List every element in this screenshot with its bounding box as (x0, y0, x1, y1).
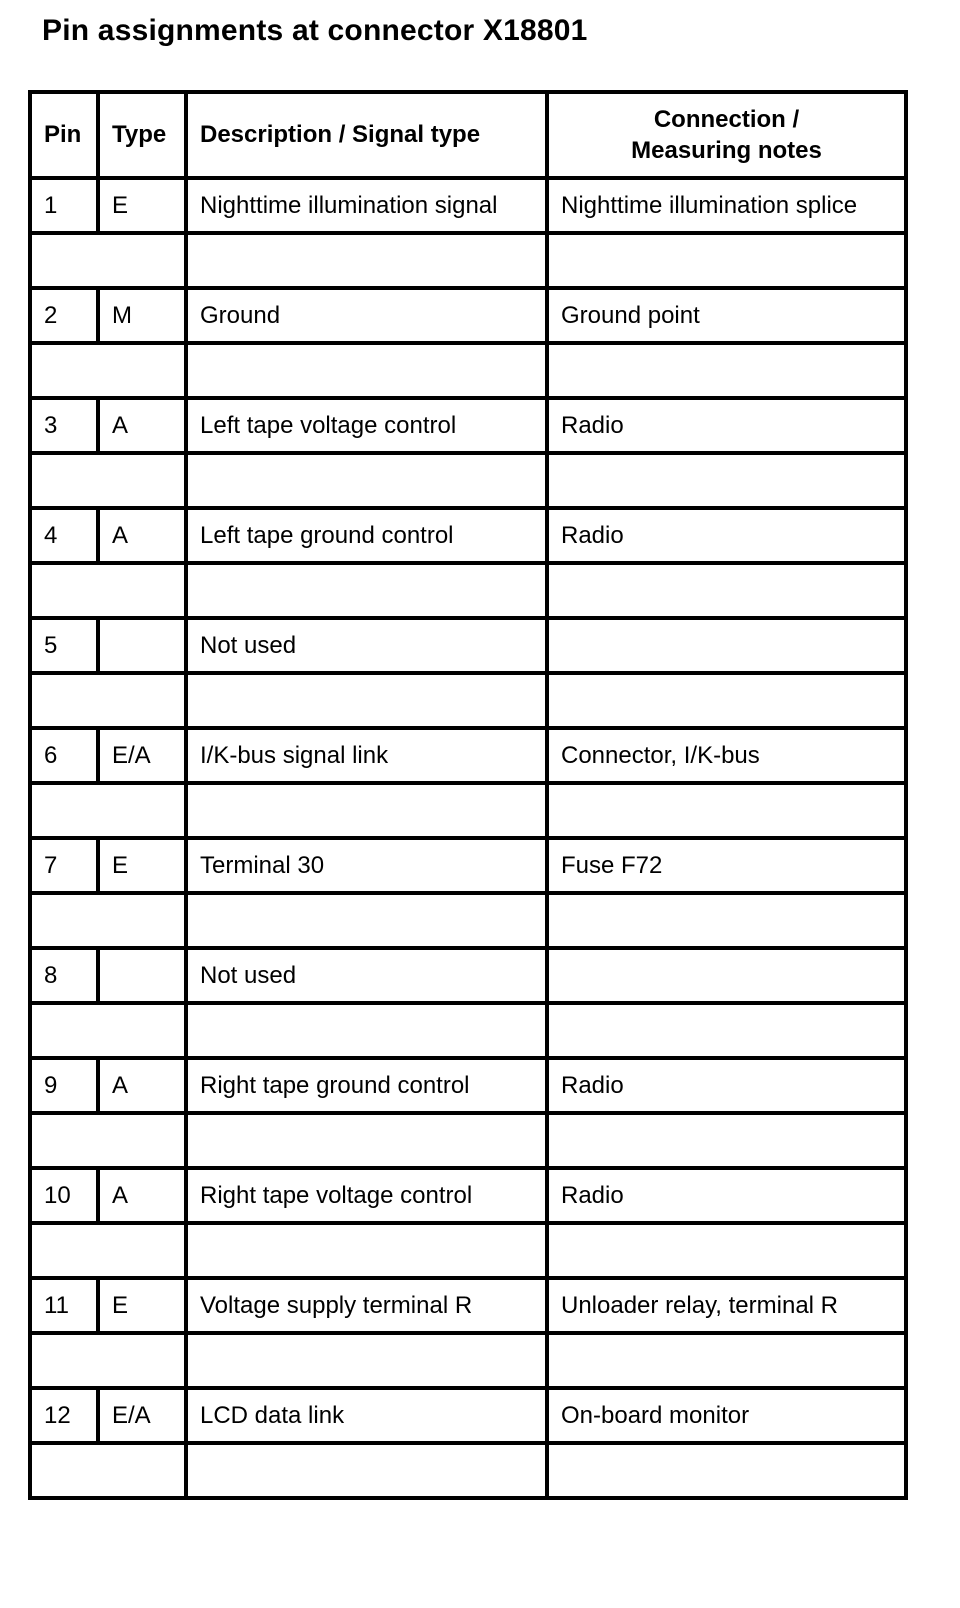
spacer-cell (547, 673, 906, 728)
spacer-row (30, 893, 906, 948)
cell-description: Left tape ground control (186, 508, 547, 563)
cell-description: Not used (186, 948, 547, 1003)
header-type: Type (98, 92, 186, 178)
table-row (30, 178, 906, 233)
cell-description: I/K-bus signal link (186, 728, 547, 783)
cell-pin: 6 (30, 728, 98, 783)
pin-assignment-table (28, 90, 908, 1500)
spacer-cell (30, 453, 186, 508)
cell-pin: 9 (30, 1058, 98, 1113)
spacer-cell (30, 343, 186, 398)
spacer-row (30, 343, 906, 398)
cell-type (98, 948, 186, 1003)
cell-pin: 7 (30, 838, 98, 893)
cell-description: Right tape ground control (186, 1058, 547, 1113)
cell-connection: On-board monitor (547, 1388, 906, 1443)
cell-pin: 3 (30, 398, 98, 453)
spacer-cell (30, 783, 186, 838)
spacer-row (30, 1443, 906, 1498)
cell-description: Left tape voltage control (186, 398, 547, 453)
spacer-row (30, 233, 906, 288)
cell-description: Ground (186, 288, 547, 343)
table-row (30, 728, 906, 783)
cell-connection: Radio (547, 398, 906, 453)
spacer-cell (30, 1003, 186, 1058)
table-row (30, 1388, 906, 1443)
cell-connection (547, 618, 906, 673)
cell-type (98, 618, 186, 673)
cell-description: Terminal 30 (186, 838, 547, 893)
header-connection-line1: Connection / (653, 106, 800, 133)
cell-type: E/A (98, 1388, 186, 1443)
spacer-cell (186, 453, 547, 508)
spacer-row (30, 1113, 906, 1168)
table-row (30, 398, 906, 453)
cell-connection: Fuse F72 (547, 838, 906, 893)
spacer-cell (30, 1333, 186, 1388)
page-title: Pin assignments at connector X18801 (42, 14, 588, 47)
spacer-cell (30, 893, 186, 948)
cell-connection (547, 948, 906, 1003)
table-header-row (30, 92, 906, 178)
spacer-cell (30, 1223, 186, 1278)
spacer-cell (30, 233, 186, 288)
cell-type: E (98, 178, 186, 233)
header-connection (547, 92, 906, 178)
cell-type: M (98, 288, 186, 343)
spacer-cell (186, 673, 547, 728)
cell-type: A (98, 1058, 186, 1113)
cell-pin: 1 (30, 178, 98, 233)
spacer-cell (30, 1443, 186, 1498)
spacer-cell (547, 893, 906, 948)
spacer-cell (186, 1113, 547, 1168)
spacer-cell (186, 783, 547, 838)
cell-description: Right tape voltage control (186, 1168, 547, 1223)
spacer-cell (547, 1003, 906, 1058)
cell-type: A (98, 1168, 186, 1223)
spacer-cell (30, 1113, 186, 1168)
spacer-row (30, 1223, 906, 1278)
spacer-cell (547, 1223, 906, 1278)
spacer-cell (186, 1003, 547, 1058)
cell-connection: Unloader relay, terminal R (547, 1278, 906, 1333)
spacer-row (30, 783, 906, 838)
cell-type: A (98, 398, 186, 453)
cell-connection: Radio (547, 508, 906, 563)
header-connection-line2: Measuring notes (631, 137, 822, 164)
cell-description: Not used (186, 618, 547, 673)
spacer-cell (186, 1223, 547, 1278)
spacer-cell (186, 563, 547, 618)
spacer-cell (547, 563, 906, 618)
spacer-cell (547, 233, 906, 288)
cell-connection: Radio (547, 1058, 906, 1113)
spacer-cell (547, 343, 906, 398)
cell-description: Nighttime illumination signal (186, 178, 547, 233)
cell-pin: 8 (30, 948, 98, 1003)
spacer-cell (186, 233, 547, 288)
table-row (30, 618, 906, 673)
spacer-cell (186, 1333, 547, 1388)
cell-connection: Ground point (547, 288, 906, 343)
table-row (30, 1278, 906, 1333)
table-row (30, 1058, 906, 1113)
cell-type: E (98, 1278, 186, 1333)
table-row (30, 838, 906, 893)
cell-pin: 11 (30, 1278, 98, 1333)
table-row (30, 1168, 906, 1223)
table-row (30, 288, 906, 343)
cell-type: E/A (98, 728, 186, 783)
header-description: Description / Signal type (186, 92, 547, 178)
spacer-cell (186, 893, 547, 948)
spacer-cell (547, 1333, 906, 1388)
spacer-row (30, 1003, 906, 1058)
spacer-row (30, 673, 906, 728)
cell-connection: Nighttime illumination splice (547, 178, 906, 233)
spacer-row (30, 1333, 906, 1388)
spacer-cell (186, 1443, 547, 1498)
spacer-cell (30, 563, 186, 618)
header-pin: Pin (30, 92, 98, 178)
spacer-row (30, 563, 906, 618)
cell-connection: Connector, I/K-bus (547, 728, 906, 783)
cell-pin: 5 (30, 618, 98, 673)
cell-connection: Radio (547, 1168, 906, 1223)
cell-description: LCD data link (186, 1388, 547, 1443)
spacer-cell (547, 1443, 906, 1498)
table-body (30, 178, 906, 1498)
spacer-cell (547, 453, 906, 508)
spacer-row (30, 453, 906, 508)
table-row (30, 948, 906, 1003)
spacer-cell (547, 783, 906, 838)
cell-pin: 12 (30, 1388, 98, 1443)
table-row (30, 508, 906, 563)
cell-pin: 2 (30, 288, 98, 343)
spacer-cell (186, 343, 547, 398)
spacer-cell (547, 1113, 906, 1168)
cell-pin: 4 (30, 508, 98, 563)
cell-pin: 10 (30, 1168, 98, 1223)
cell-description: Voltage supply terminal R (186, 1278, 547, 1333)
cell-type: E (98, 838, 186, 893)
cell-type: A (98, 508, 186, 563)
spacer-cell (30, 673, 186, 728)
